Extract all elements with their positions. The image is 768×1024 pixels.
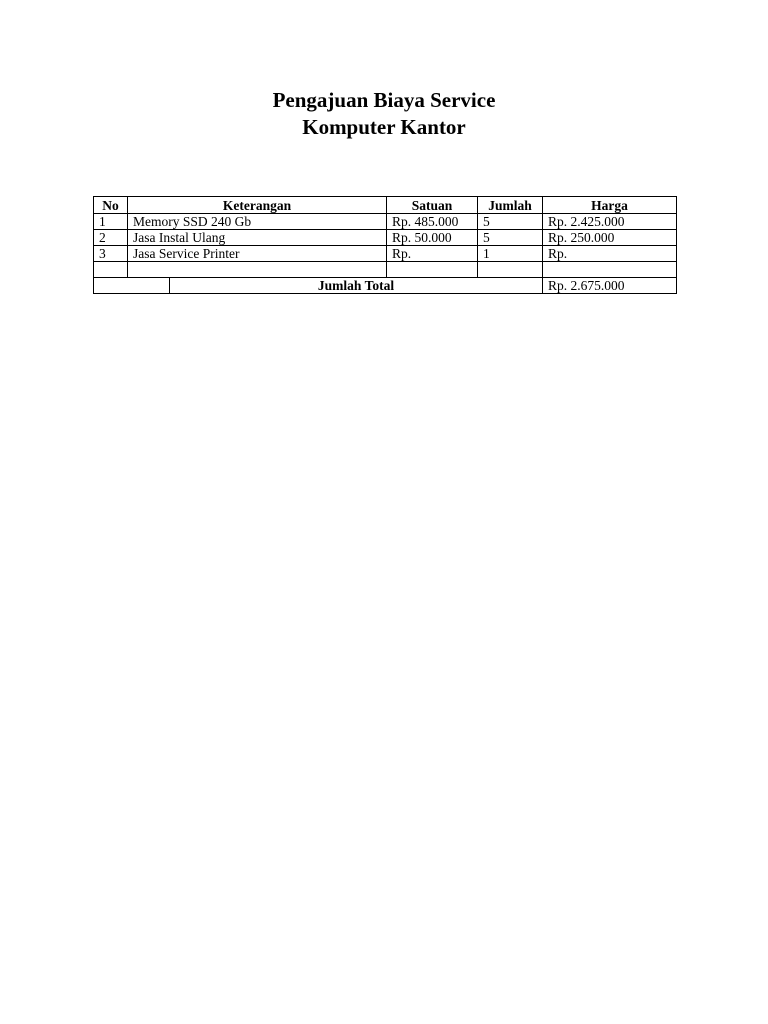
table-row — [94, 246, 677, 262]
document-title-line-1: Pengajuan Biaya Service — [272, 88, 496, 112]
cell-harga: Rp. 250.000 — [543, 230, 677, 246]
header-no: No — [94, 197, 128, 214]
document-title-line-2: Komputer Kantor — [302, 115, 466, 139]
cell-keterangan: Memory SSD 240 Gb — [128, 214, 387, 230]
cell-harga: Rp. — [543, 246, 677, 262]
empty-cell — [478, 262, 543, 278]
total-label: Jumlah Total — [170, 278, 543, 294]
table-row — [94, 214, 677, 230]
cell-no: 2 — [94, 230, 128, 246]
cell-keterangan: Jasa Service Printer — [128, 246, 387, 262]
cell-no: 3 — [94, 246, 128, 262]
cell-jumlah: 5 — [478, 230, 543, 246]
cell-jumlah: 5 — [478, 214, 543, 230]
cost-table — [93, 196, 677, 294]
total-blank-cell — [94, 278, 170, 294]
cell-satuan: Rp. 485.000 — [387, 214, 478, 230]
table-row — [94, 230, 677, 246]
header-satuan: Satuan — [387, 197, 478, 214]
cell-jumlah: 1 — [478, 246, 543, 262]
cell-harga: Rp. 2.425.000 — [543, 214, 677, 230]
empty-cell — [128, 262, 387, 278]
cell-satuan: Rp. 50.000 — [387, 230, 478, 246]
empty-cell — [387, 262, 478, 278]
cell-keterangan: Jasa Instal Ulang — [128, 230, 387, 246]
total-row — [94, 278, 677, 294]
cell-no: 1 — [94, 214, 128, 230]
empty-cell — [543, 262, 677, 278]
empty-cell — [94, 262, 128, 278]
total-value: Rp. 2.675.000 — [543, 278, 677, 294]
empty-table-row — [94, 262, 677, 278]
header-jumlah: Jumlah — [478, 197, 543, 214]
table-header-row — [94, 197, 677, 214]
header-harga: Harga — [543, 197, 677, 214]
header-keterangan: Keterangan — [128, 197, 387, 214]
cell-satuan: Rp. — [387, 246, 478, 262]
